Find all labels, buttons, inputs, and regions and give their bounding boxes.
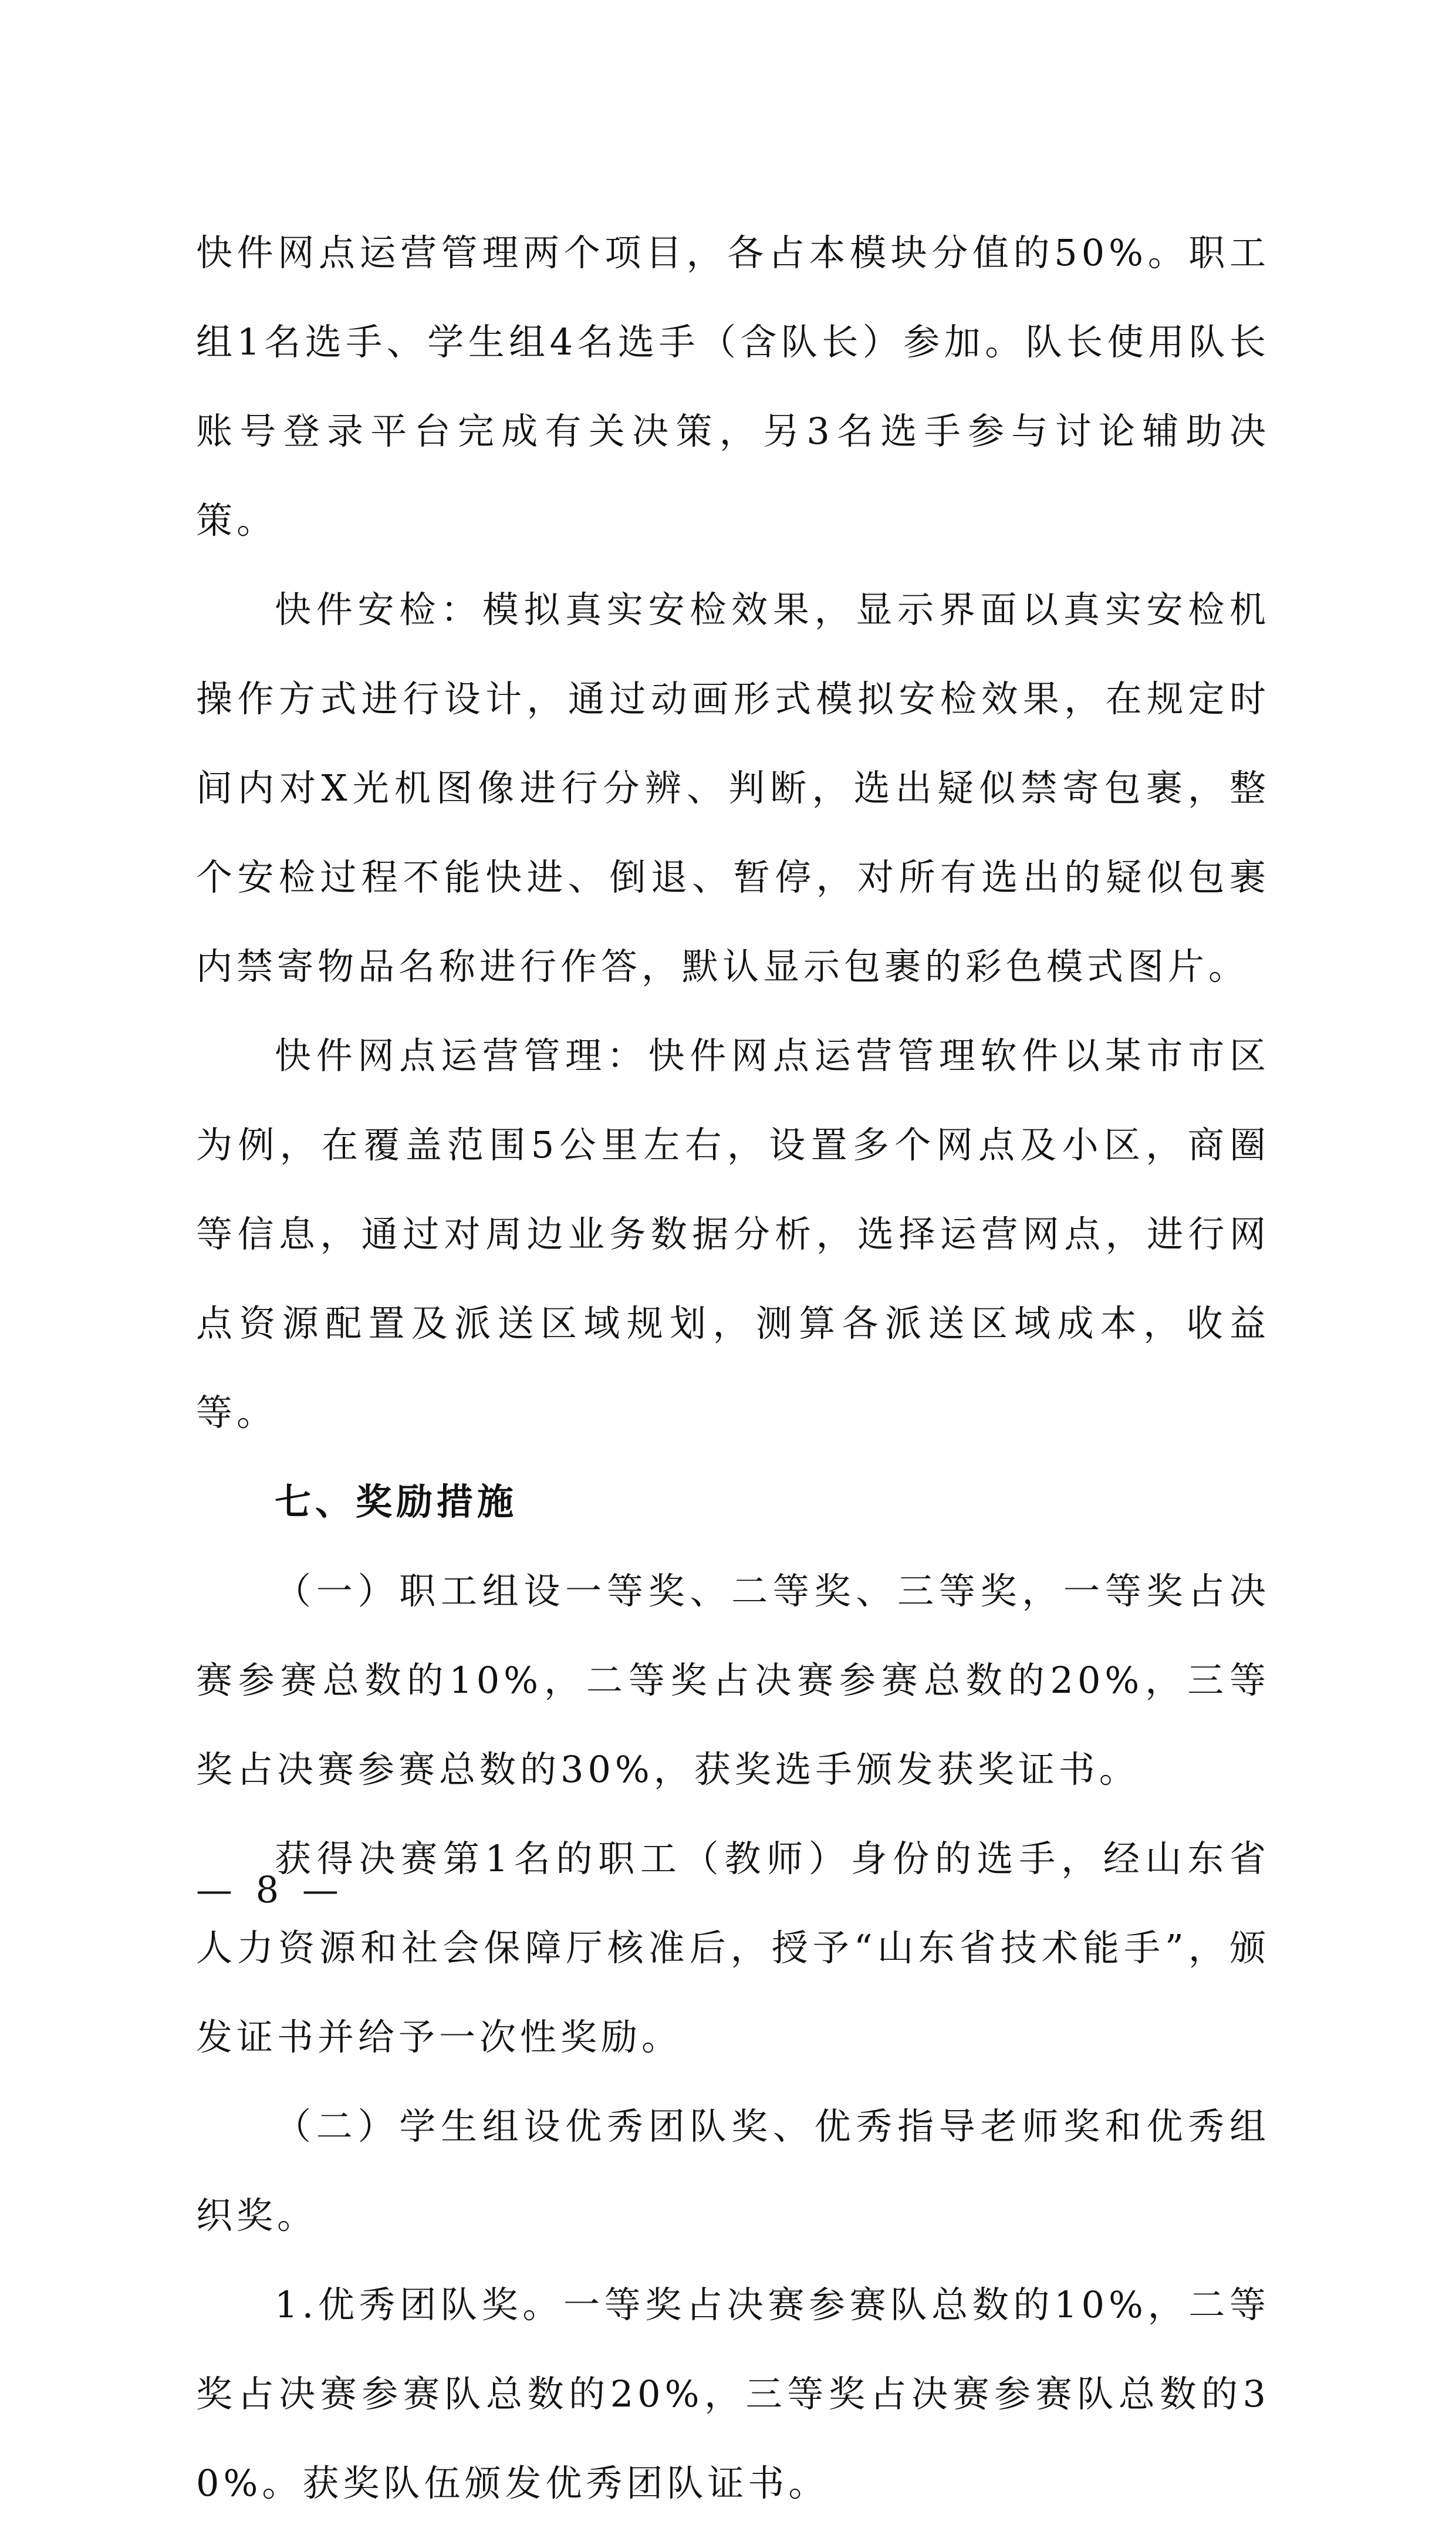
paragraph-staff-awards: （一）职工组设一等奖、二等奖、三等奖，一等奖占决赛参赛总数的10%，二等奖占决赛参赛总数的20%，三等奖占决赛参赛总数的30%，获奖选手颁发获奖证书。 (196, 1570, 1270, 1791)
paragraph-parcel-security-check: 快件安检：模拟真实安检效果，显示界面以真实安检机操作方式进行设计，通过动画形式模拟安检效果，在规定时间内对X光机图像进行分辨、判断，选出疑似禁寄包裹，整个安检过程不能快进、倒退、暂停，对所有选出的疑似包裹内禁寄物品名称进行作答，默认显示包裹的彩色模式图片。 (196, 588, 1270, 988)
paragraph-team-award: 1.优秀团队奖。一等奖占决赛参赛队总数的10%，二等奖占决赛参赛队总数的20%，三等奖占决赛参赛队总数的30%。获奖队伍颁发优秀团队证书。 (196, 2283, 1270, 2505)
section-heading-awards: 七、奖励措施 (275, 1480, 518, 1523)
paragraph-student-awards: （二）学生组设优秀团队奖、优秀指导老师奖和优秀组织奖。 (196, 2105, 1270, 2237)
page-number: — 8 — (196, 1868, 344, 1911)
paragraph-scoring-continuation: 快件网点运营管理两个项目，各占本模块分值的50%。职工组1名选手、学生组4名选手（含队长）参加。队长使用队长账号登录平台完成有关决策，另3名选手参与讨论辅助决策。 (196, 231, 1270, 542)
paragraph-technical-expert-title: 获得决赛第1名的职工（教师）身份的选手，经山东省人力资源和社会保障厅核准后，授予“山东省技术能手”，颁发证书并给予一次性奖励。 (196, 1837, 1270, 2058)
paragraph-outlet-operations: 快件网点运营管理：快件网点运营管理软件以某市市区为例，在覆盖范围5公里左右，设置多个网点及小区，商圈等信息，通过对周边业务数据分析，选择运营网点，进行网点资源配置及派送区域规划，测算各派送区域成本，收益等。 (196, 1034, 1270, 1434)
document-body (196, 208, 1270, 2528)
